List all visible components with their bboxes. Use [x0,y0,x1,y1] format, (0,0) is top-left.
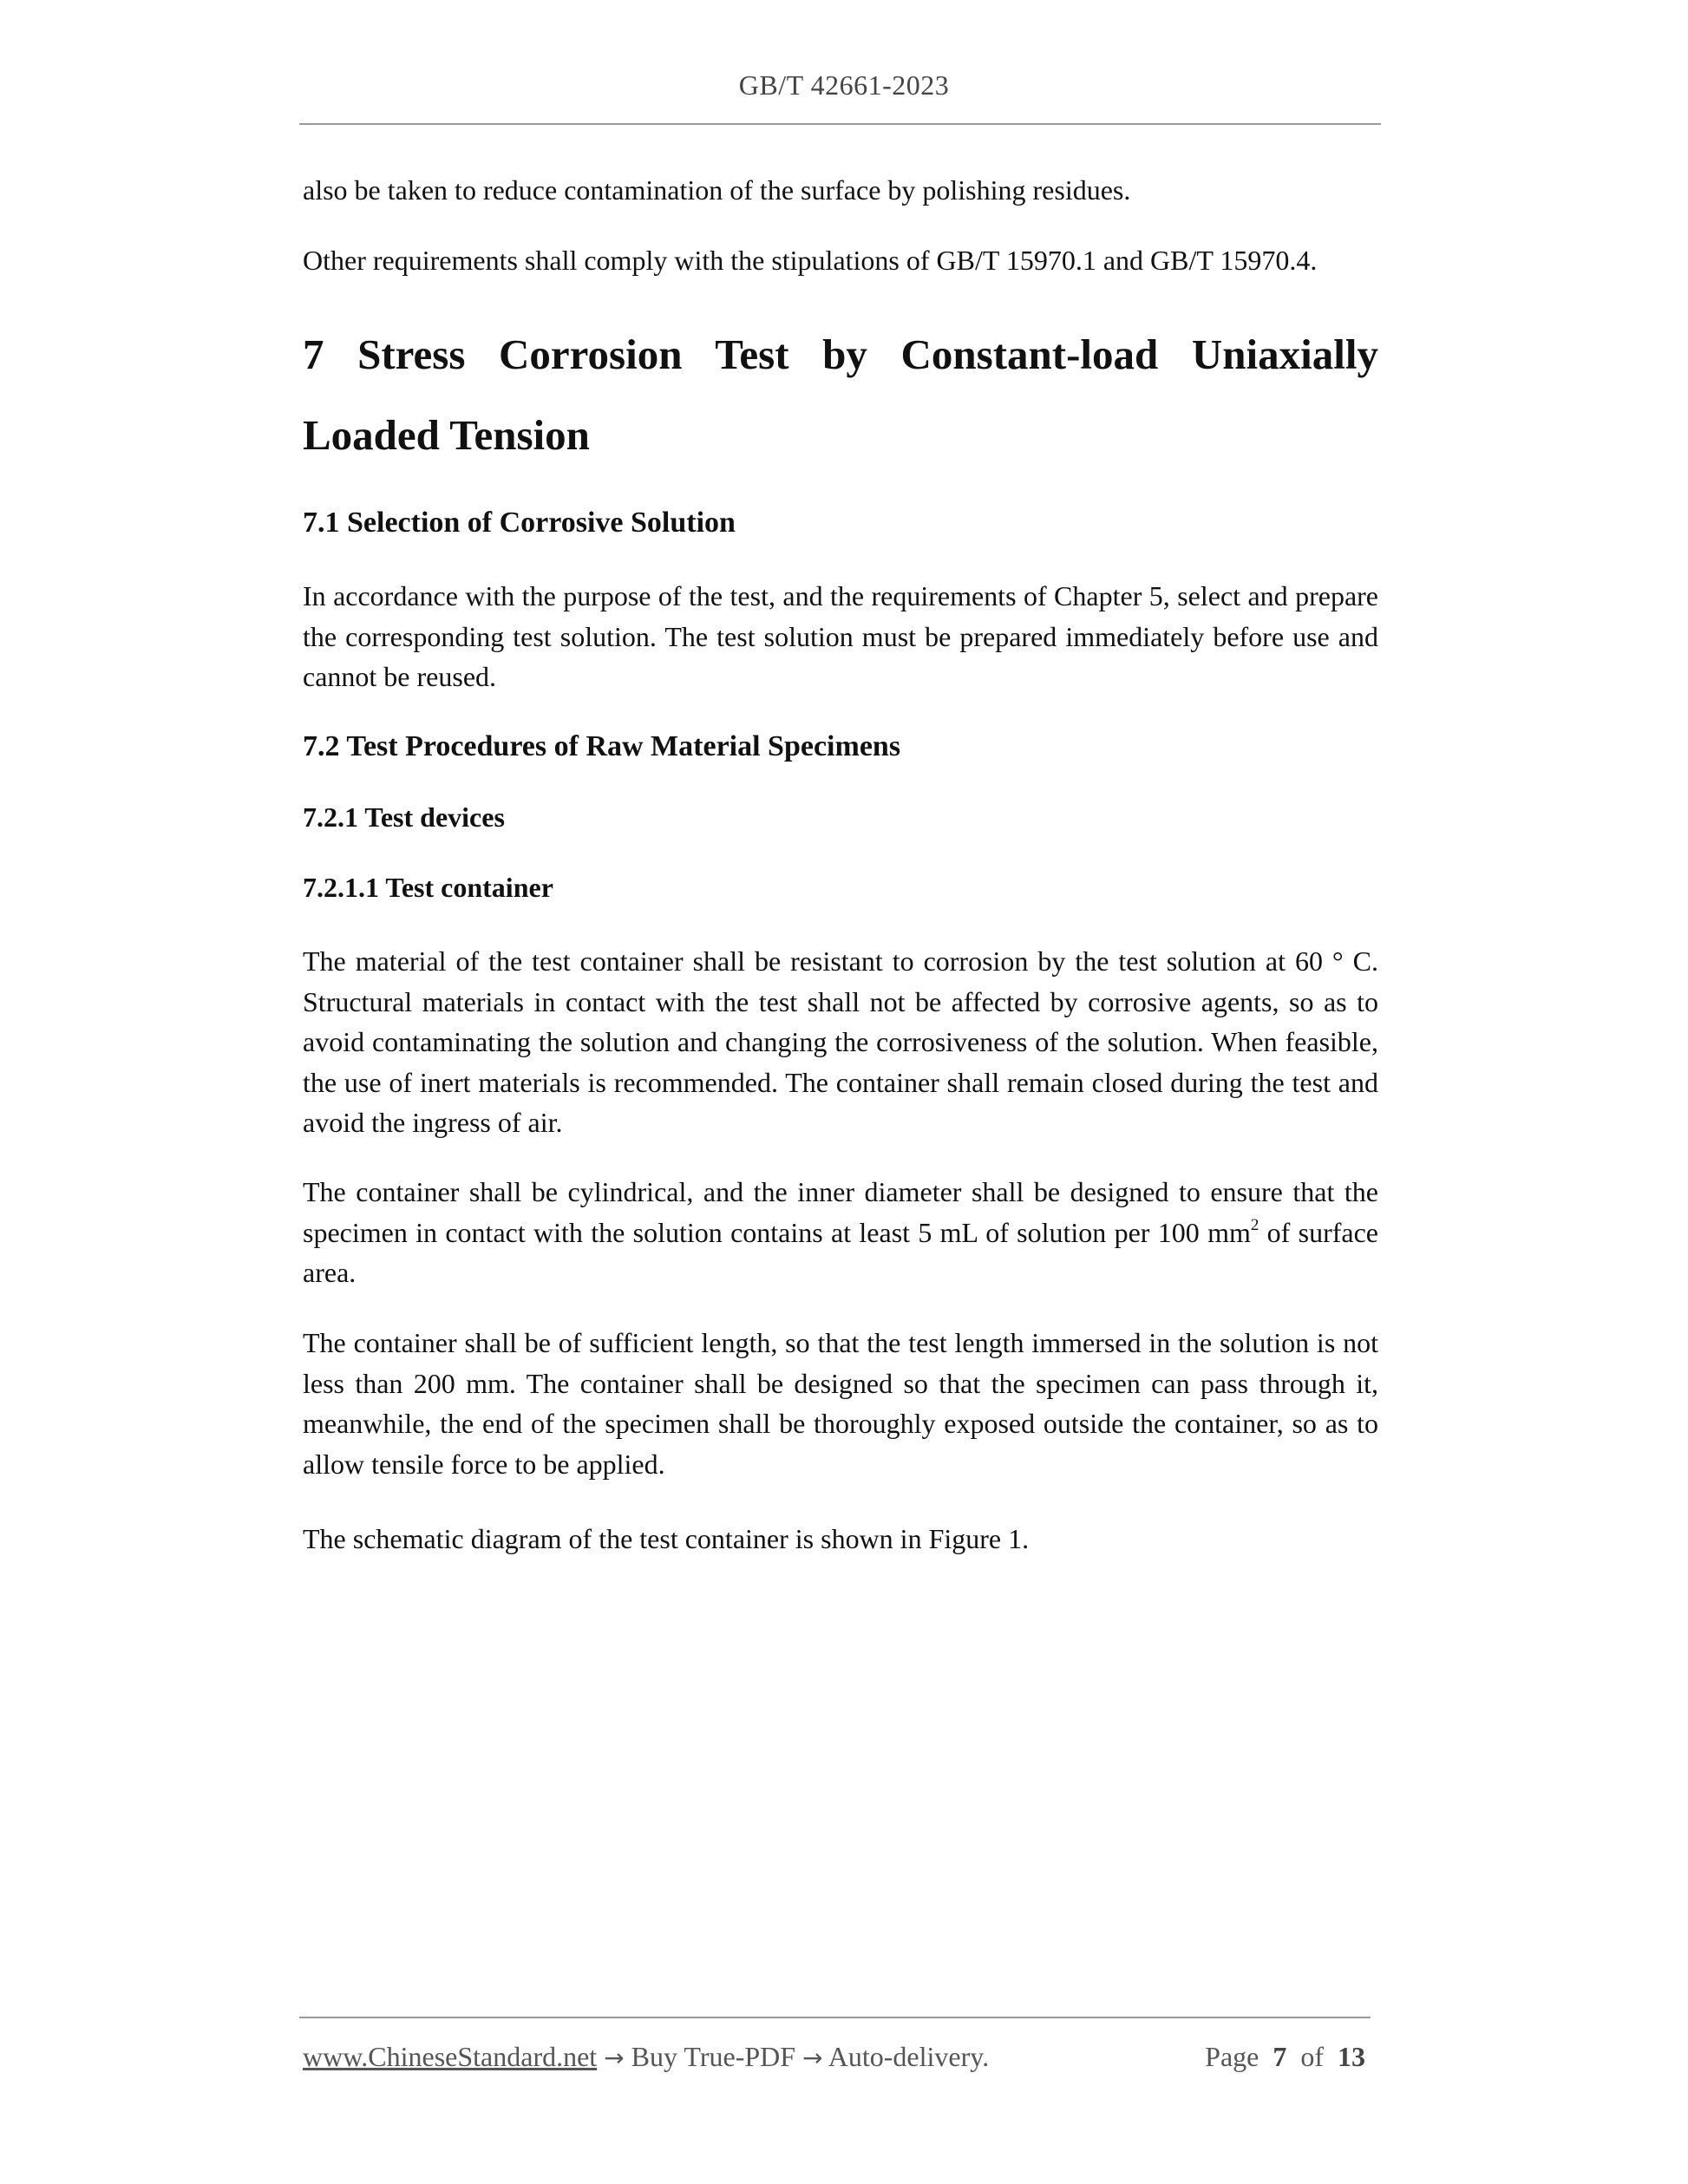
site-link[interactable]: www.ChineseStandard.net [303,2041,598,2072]
section-heading-7-2-1-1: 7.2.1.1 Test container [303,872,553,903]
arrow-right-icon: → [802,2043,823,2072]
header-doc-id: GB/T 42661-2023 [738,69,950,101]
paragraph-other-requirements: Other requirements shall comply with the stipulations of GB/T 15970.1 and GB/T 15970.4. [303,245,1318,276]
footer-promo [303,2037,989,2078]
arrow-right-icon: → [604,2043,625,2072]
section-heading-7-2: 7.2 Test Procedures of Raw Material Specimens [303,730,901,762]
page-of-label: of [1300,2041,1324,2072]
paragraph-schematic-reference: The schematic diagram of the test container is shown in Figure 1. [303,1523,1030,1554]
section-heading-7: 7 Stress Corrosion Test by Constant-load Uniaxially Loaded Tension [303,330,1378,459]
page-current: 7 [1273,2041,1287,2072]
paragraph-container-material: The material of the test container shall be resistant to corrosion by the test solution at 60 ° C. Structural materials in contact with the test shall not be affected by corrosive agents, so as to avoid contaminating the solution and changing the corrosiveness of the solution. When feasible, the use of inert materials is recommended. The container shall remain closed during the test and avoid the ingress of air. [303,945,1378,1138]
container-shape-text: The container shall be cylindrical, and the inner diameter shall be designed to ensure that the specimen in contact with the solution contains at least 5 mL of solution per 100 mm [303,1176,1378,1248]
header-divider [299,123,1381,125]
page-number [1205,2037,1365,2076]
paragraph-container-length: The container shall be of sufficient length, so that the test length immersed in the solution is not less than 200 mm. The container shall be designed so that the specimen can pass through it, meanwhile, the end of the specimen shall be thoroughly exposed outside the container, so as to allow tensile force to be applied. [303,1327,1378,1480]
page-total: 13 [1338,2041,1365,2072]
paragraph-7-1: In accordance with the purpose of the test, and the requirements of Chapter 5, select and prepare the corresponding test solution. The test solution must be prepared immediately before use and cannot be reused. [303,580,1378,692]
footer-divider [299,2017,1371,2018]
paragraph-continuation: also be taken to reduce contamination of the surface by polishing residues. [303,174,1131,206]
container-shape-text-end: of surface area. [303,1216,1379,1288]
section-heading-7-1: 7.1 Selection of Corrosive Solution [303,507,736,539]
section-heading-7-2-1: 7.2.1 Test devices [303,801,505,833]
page-label: Page [1205,2041,1259,2072]
buy-true-pdf-text: Buy True-PDF [631,2041,796,2072]
paragraph-container-shape [303,1172,1378,1293]
superscript-exponent: 2 [1250,1215,1259,1234]
auto-delivery-text: Auto-delivery. [828,2041,990,2072]
